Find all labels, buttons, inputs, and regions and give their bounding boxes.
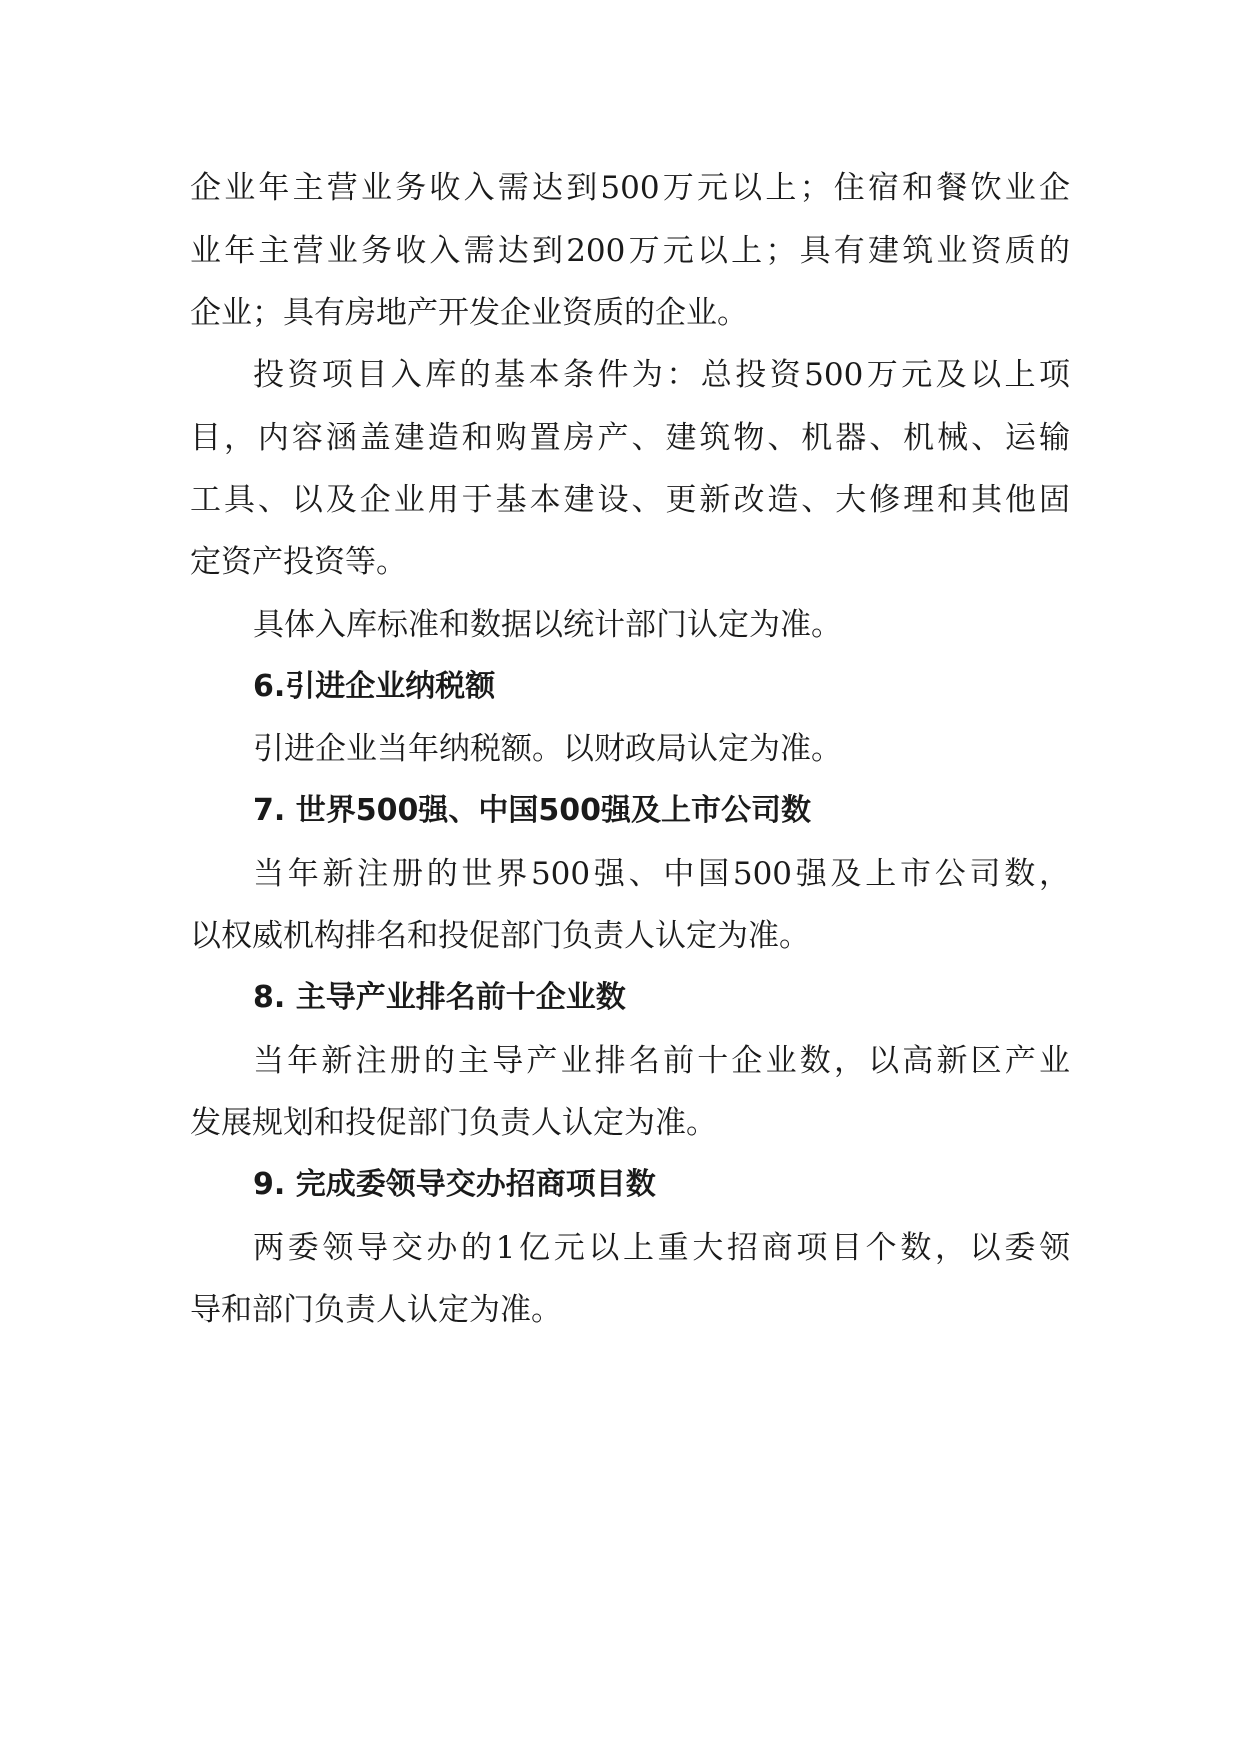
- text-line: 工具、以及企业用于基本建设、更新改造、大修理和其他固: [190, 482, 1070, 518]
- text-line: 业年主营业务收入需达到200万元以上；具有建筑业资质的: [190, 233, 1070, 269]
- text-line: 以权威机构排名和投促部门负责人认定为准。: [190, 918, 810, 954]
- section-heading: 9. 完成委领导交办招商项目数: [253, 1167, 656, 1202]
- text-line: 两委领导交办的1亿元以上重大招商项目个数，以委领: [253, 1230, 1070, 1266]
- text-line: 投资项目入库的基本条件为：总投资500万元及以上项: [253, 357, 1070, 393]
- text-line: 当年新注册的主导产业排名前十企业数，以高新区产业: [253, 1043, 1070, 1079]
- text-line: 企业；具有房地产开发企业资质的企业。: [190, 295, 748, 331]
- text-line: 具体入库标准和数据以统计部门认定为准。: [253, 607, 842, 643]
- section-heading: 6.引进企业纳税额: [253, 669, 496, 704]
- text-line: 目，内容涵盖建造和购置房产、建筑物、机器、机械、运输: [190, 420, 1070, 456]
- text-line: 当年新注册的世界500强、中国500强及上市公司数，: [253, 856, 1070, 892]
- text-line: 导和部门负责人认定为准。: [190, 1292, 562, 1328]
- text-line: 引进企业当年纳税额。以财政局认定为准。: [253, 731, 842, 767]
- text-line: 发展规划和投促部门负责人认定为准。: [190, 1105, 717, 1141]
- text-line: 定资产投资等。: [190, 544, 407, 580]
- section-heading: 8. 主导产业排名前十企业数: [253, 980, 626, 1015]
- section-heading: 7. 世界500强、中国500强及上市公司数: [253, 793, 811, 828]
- text-line: 企业年主营业务收入需达到500万元以上；住宿和餐饮业企: [190, 170, 1070, 206]
